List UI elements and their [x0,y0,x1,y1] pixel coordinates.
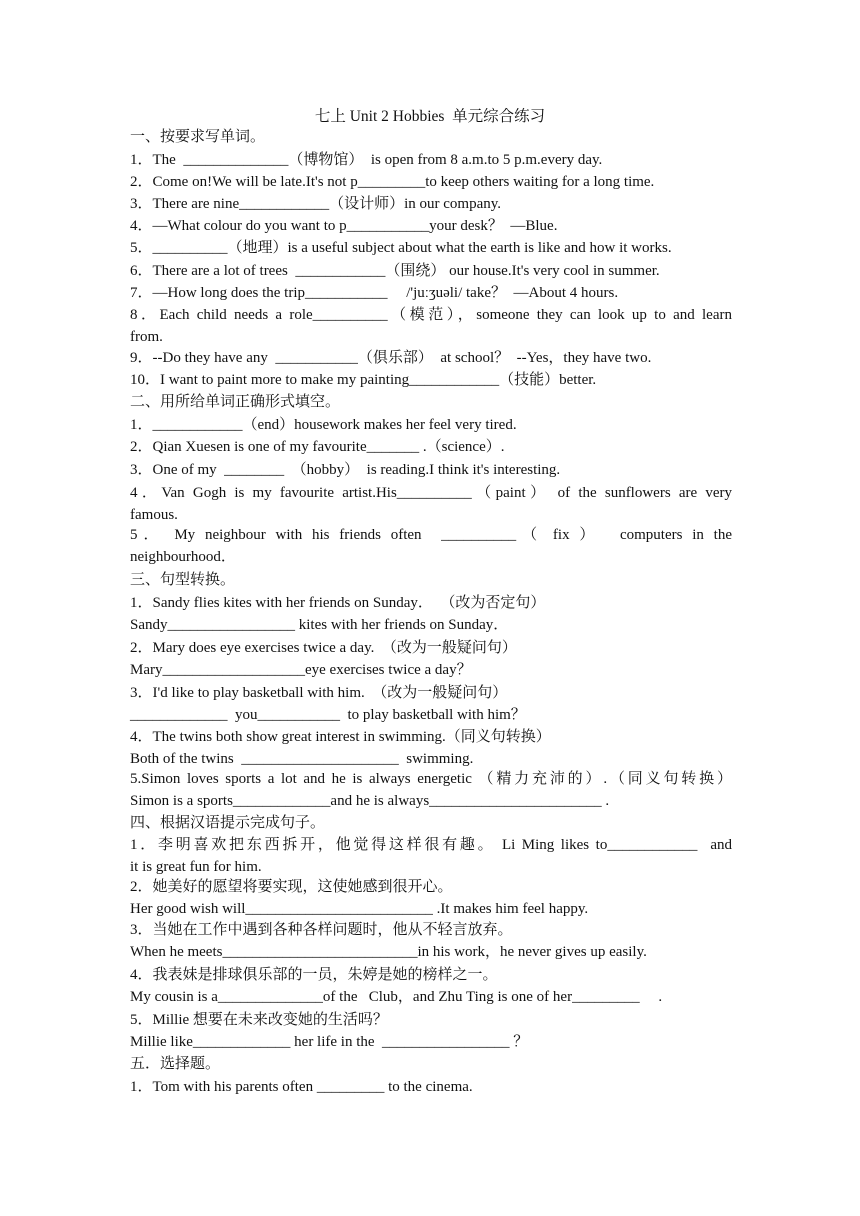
question-line: Millie like_____________ her life in the _________________ ？ [130,1034,529,1050]
question-line: 1．The ______________（博物馆） is open from 8 a.m.to 5 p.m.every day. [130,152,603,168]
worksheet-title: 七上 Unit 2 Hobbies 单元综合练习 [314,108,546,125]
question-line: 8．Each child needs a role__________（模范），someone they can look up to and learn [130,307,732,323]
question-line: from. [130,329,163,345]
question-line: Her good wish will_________________________ .It makes him feel happy. [130,901,589,917]
question-line: 1．Tom with his parents often _________ to the cinema. [130,1079,473,1095]
question-line: famous. [130,507,178,523]
question-line: 4．我表妹是排球俱乐部的一员，朱婷是她的榜样之一。 [130,967,498,983]
question-line: 1．____________（end）housework makes her feel very tired. [130,417,517,433]
question-line: 5．Millie 想要在未来改变她的生活吗？ [130,1012,388,1028]
question-line: 10．I want to paint more to make my painting____________（技能）better. [130,372,597,388]
question-line: 1．Sandy flies kites with her friends on Sunday． （改为否定句） [130,595,546,611]
section-heading: 四、根据汉语提示完成句子。 [130,815,326,831]
question-line: 5． My neighbour with his friends often __________（ fix ） computers in the [130,527,732,543]
section-heading: 一、按要求写单词。 [130,129,266,145]
section-heading: 五．选择题。 [130,1056,221,1072]
question-line: 3．There are nine____________（设计师）in our company. [130,196,502,212]
question-line: 2．Mary does eye exercises twice a day. （改为一般疑问句） [130,640,517,656]
question-line: 5．__________（地理）is a useful subject about what the earth is like and how it works. [130,240,672,256]
question-line: Mary___________________eye exercises twice a day？ [130,662,472,678]
section-heading: 三、句型转换。 [130,572,236,588]
question-line: 6．There are a lot of trees ____________（围绕） our house.It's very cool in summer. [130,263,660,279]
question-line: 3．One of my ________ （hobby） is reading.I think it's interesting. [130,462,561,478]
question-line: 4．Van Gogh is my favourite artist.His__________（paint） of the sunflowers are very [130,485,732,501]
question-line: Simon is a sports_____________and he is always_______________________ . [130,793,610,809]
question-line: 4．—What colour do you want to p___________your desk？ —Blue. [130,218,558,234]
question-line: Sandy_________________ kites with her friends on Sunday． [130,617,509,633]
question-line: My cousin is a______________of the Club，and Zhu Ting is one of her_________ . [130,989,663,1005]
question-line: When he meets__________________________in his work，he never gives up easily. [130,944,647,960]
section-heading: 二、用所给单词正确形式填空。 [130,394,341,410]
question-line: 2．Come on!We will be late.It's not p_________to keep others waiting for a long time. [130,174,655,190]
question-line: it is great fun for him. [130,859,262,875]
question-line: 3．I'd like to play basketball with him. （改为一般疑问句） [130,685,508,701]
question-line: 5.Simon loves sports a lot and he is always energetic （精力充沛的）.（同义句转换） [130,771,732,787]
question-line: 7．—How long does the trip___________ /'juːʒuəli/ take？ —About 4 hours. [130,285,619,301]
question-line: 2．她美好的愿望将要实现，这使她感到很开心。 [130,879,453,895]
question-line: neighbourhood． [130,549,236,565]
question-line: Both of the twins _____________________ swimming. [130,751,474,767]
question-line: _____________ you___________ to play basketball with him？ [130,707,526,723]
question-line: 4．The twins both show great interest in swimming.（同义句转换） [130,729,551,745]
question-line: 2．Qian Xuesen is one of my favourite_______ .（science）. [130,439,505,455]
question-line: 9．--Do they have any ___________（俱乐部） at school？ --Yes，they have two. [130,350,652,366]
question-line: 1．李明喜欢把东西拆开，他觉得这样很有趣。 Li Ming likes to____________ and [130,837,732,853]
question-line: 3．当她在工作中遇到各种各样问题时，他从不轻言放弃。 [130,922,513,938]
